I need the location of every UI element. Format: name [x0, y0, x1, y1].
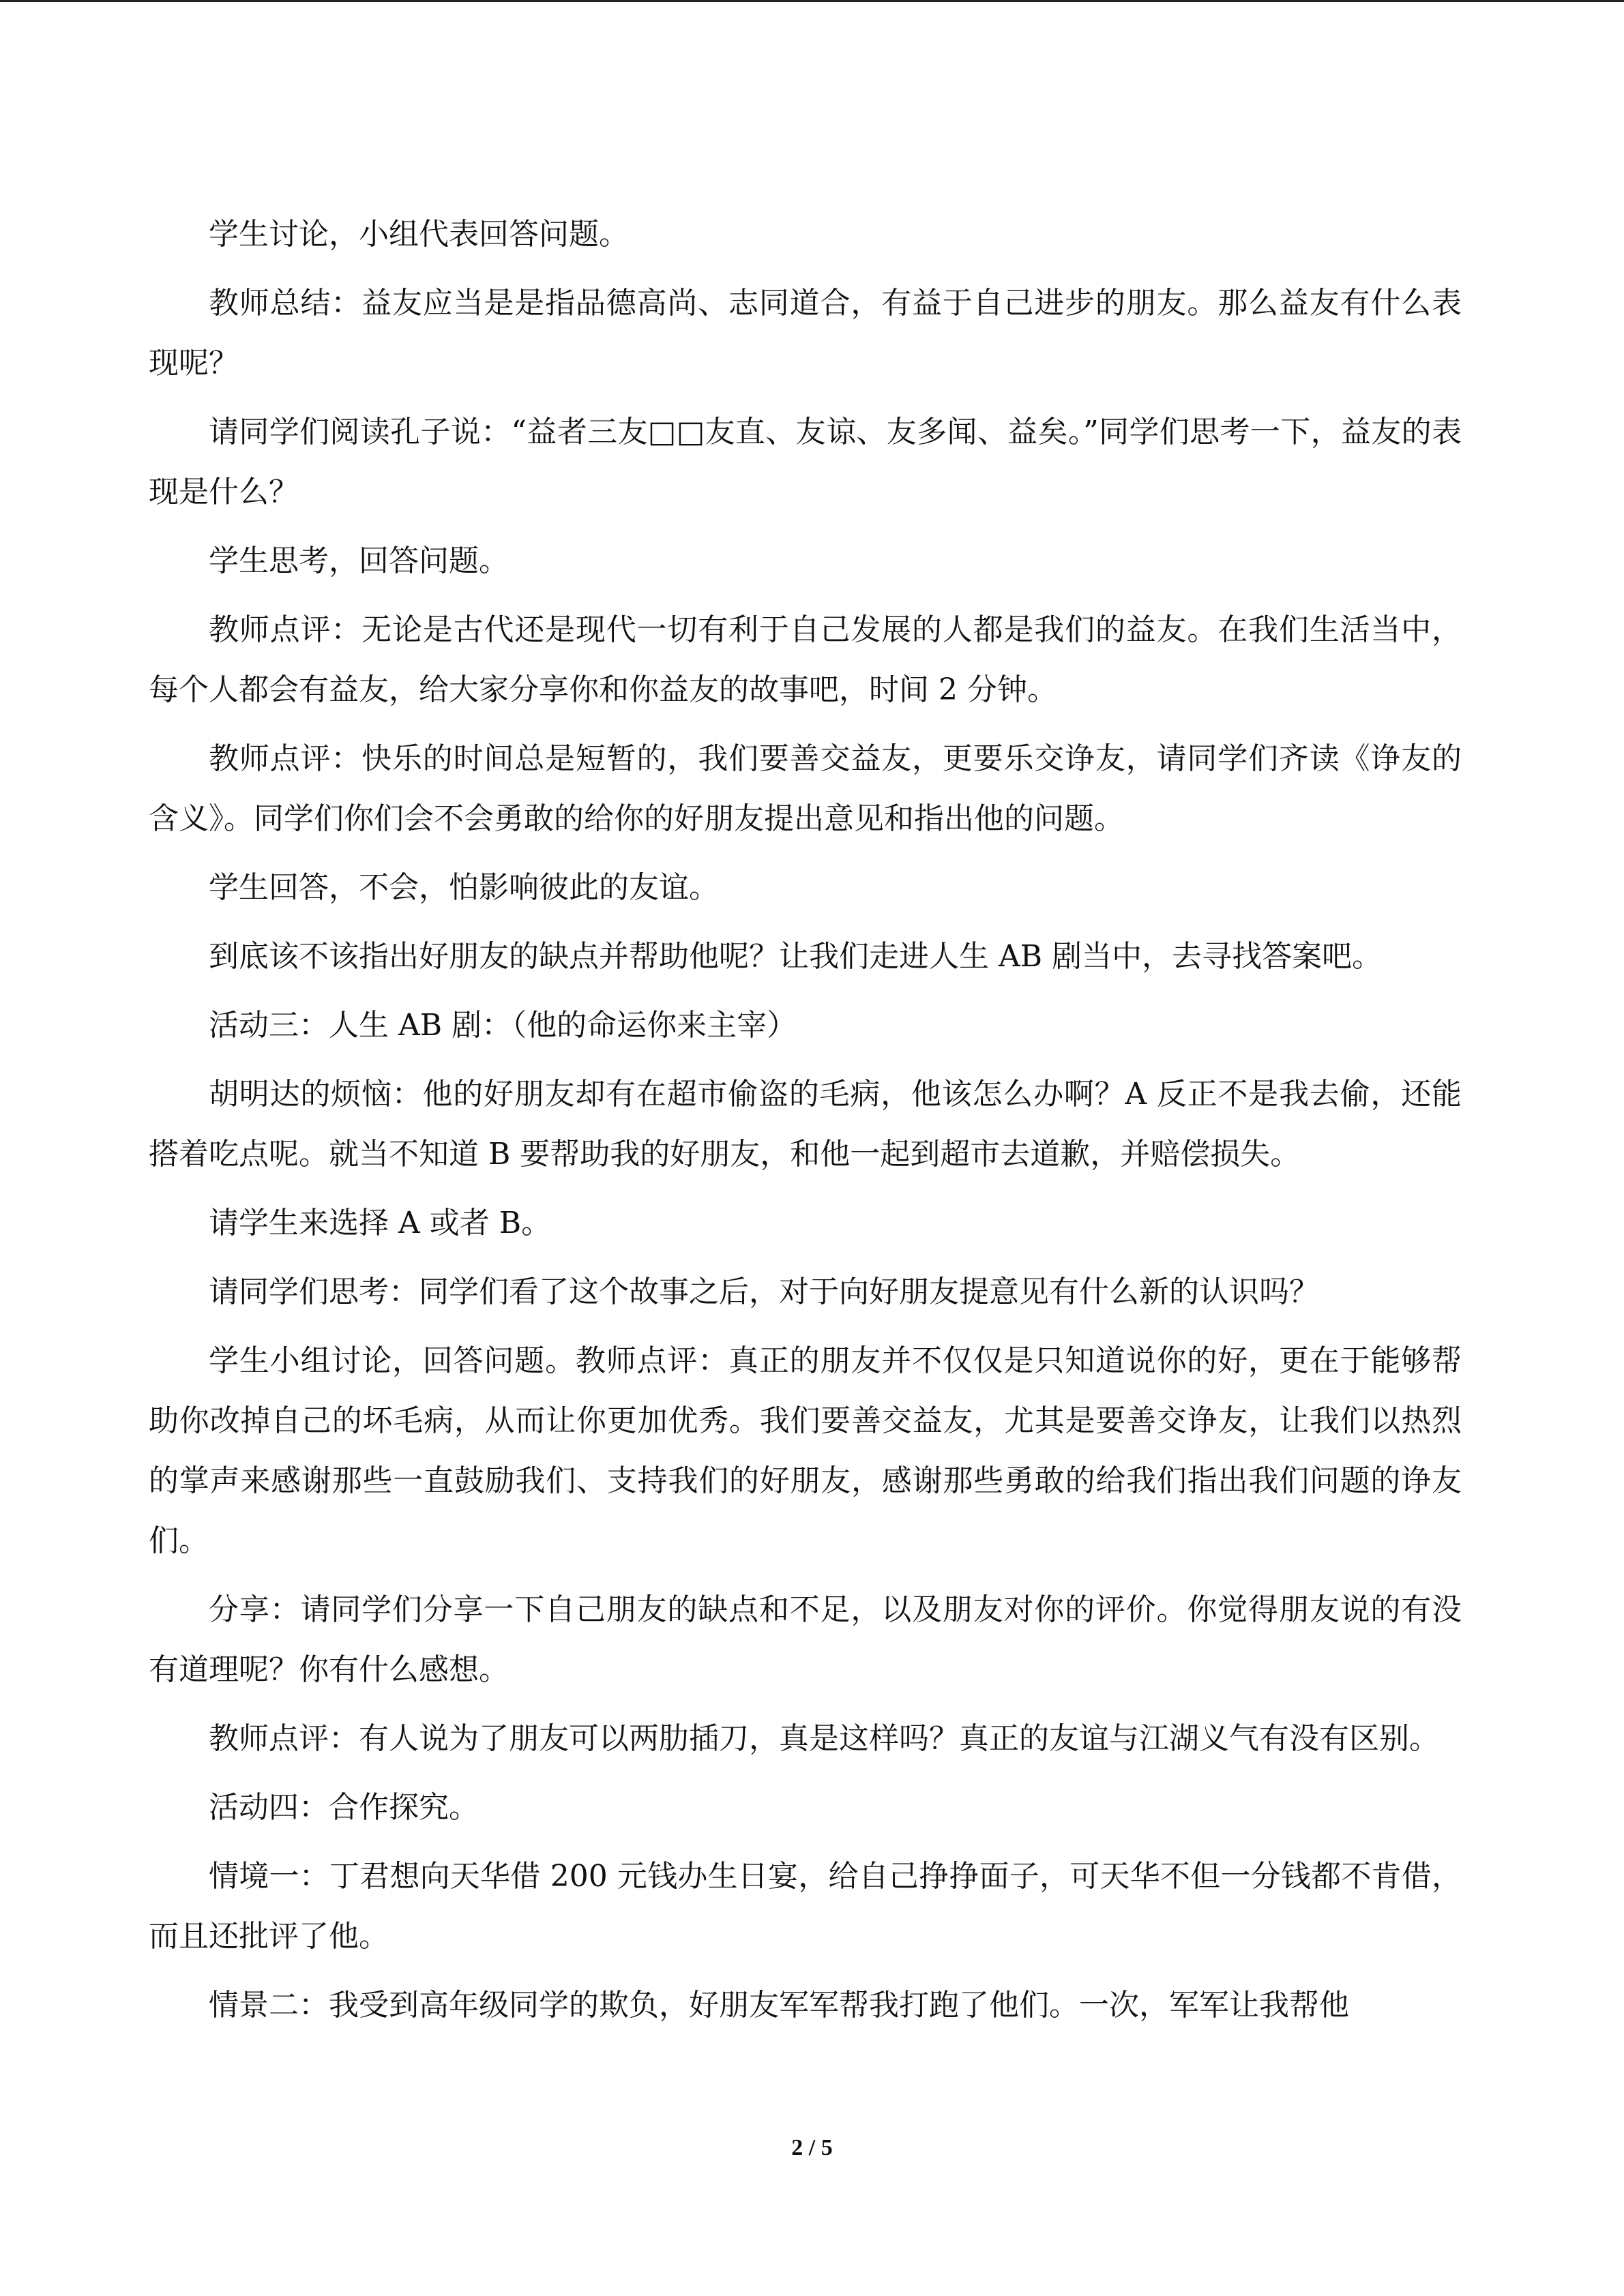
- paragraph: 情景二：我受到高年级同学的欺负，好朋友军军帮我打跑了他们。一次，军军让我帮他: [209, 1988, 1349, 2023]
- paragraph: 学生讨论，小组代表回答问题。: [209, 217, 629, 252]
- paragraph: 胡明达的烦恼：他的好朋友却有在超市偷盗的毛病，他该怎么办啊？A 反正不是我去偷，还能搭着吃点呢。就当不知道 B 要帮助我的好朋友，和他一起到超市去道歉，并赔偿损失。: [149, 1077, 1462, 1172]
- paragraph: 学生思考，回答问题。: [209, 543, 509, 578]
- paragraph: 学生小组讨论，回答问题。教师点评：真正的朋友并不仅仅是只知道说你的好，更在于能够帮助你改掉自己的坏毛病，从而让你更加优秀。我们要善交益友，尤其是要善交诤友，让我们以热烈的掌声来感谢那些一直鼓励我们、支持我们的好朋友，感谢那些勇敢的给我们指出我们问题的诤友们。: [149, 1343, 1462, 1558]
- paragraph: 请学生来选择 A 或者 B。: [209, 1206, 552, 1240]
- paragraph: 教师点评：有人说为了朋友可以两肋插刀，真是这样吗？真正的友谊与江湖义气有没有区别。: [209, 1721, 1439, 1756]
- paragraph: 教师点评：无论是古代还是现代一切有利于自己发展的人都是我们的益友。在我们生活当中，每个人都会有益友，给大家分享你和你益友的故事吧，时间 2 分钟。: [149, 612, 1462, 707]
- page-top-border: [0, 0, 1624, 2]
- paragraph: 学生回答，不会，怕影响彼此的友谊。: [209, 870, 719, 905]
- paragraph: 教师总结：益友应当是是指品德高尚、志同道合，有益于自己进步的朋友。那么益友有什么表现呢？: [149, 286, 1462, 381]
- page-number: 2 / 5: [791, 2135, 833, 2160]
- paragraph: 分享：请同学们分享一下自己朋友的缺点和不足，以及朋友对你的评价。你觉得朋友说的有没有道理呢？你有什么感想。: [149, 1592, 1462, 1687]
- paragraph: 请同学们阅读孔子说：“益者三友□□友直、友谅、友多闻、益矣。”同学们思考一下，益友的表现是什么？: [149, 415, 1462, 509]
- paragraph: 请同学们思考：同学们看了这个故事之后，对于向好朋友提意见有什么新的认识吗？: [209, 1274, 1319, 1309]
- activity-heading: 活动四：合作探究。: [209, 1790, 479, 1825]
- activity-heading: 活动三：人生 AB 剧：（他的命运你来主宰）: [209, 1008, 797, 1043]
- document-body: [149, 205, 1462, 2044]
- paragraph: 到底该不该指出好朋友的缺点并帮助他呢？让我们走进人生 AB 剧当中，去寻找答案吧。: [209, 939, 1383, 974]
- paragraph: 教师点评：快乐的时间总是短暂的，我们要善交益友，更要乐交诤友，请同学们齐读《诤友的含义》。同学们你们会不会勇敢的给你的好朋友提出意见和指出他的问题。: [149, 741, 1462, 836]
- paragraph: 情境一：丁君想向天华借 200 元钱办生日宴，给自己挣挣面子，可天华不但一分钱都不肯借，而且还批评了他。: [149, 1859, 1462, 1954]
